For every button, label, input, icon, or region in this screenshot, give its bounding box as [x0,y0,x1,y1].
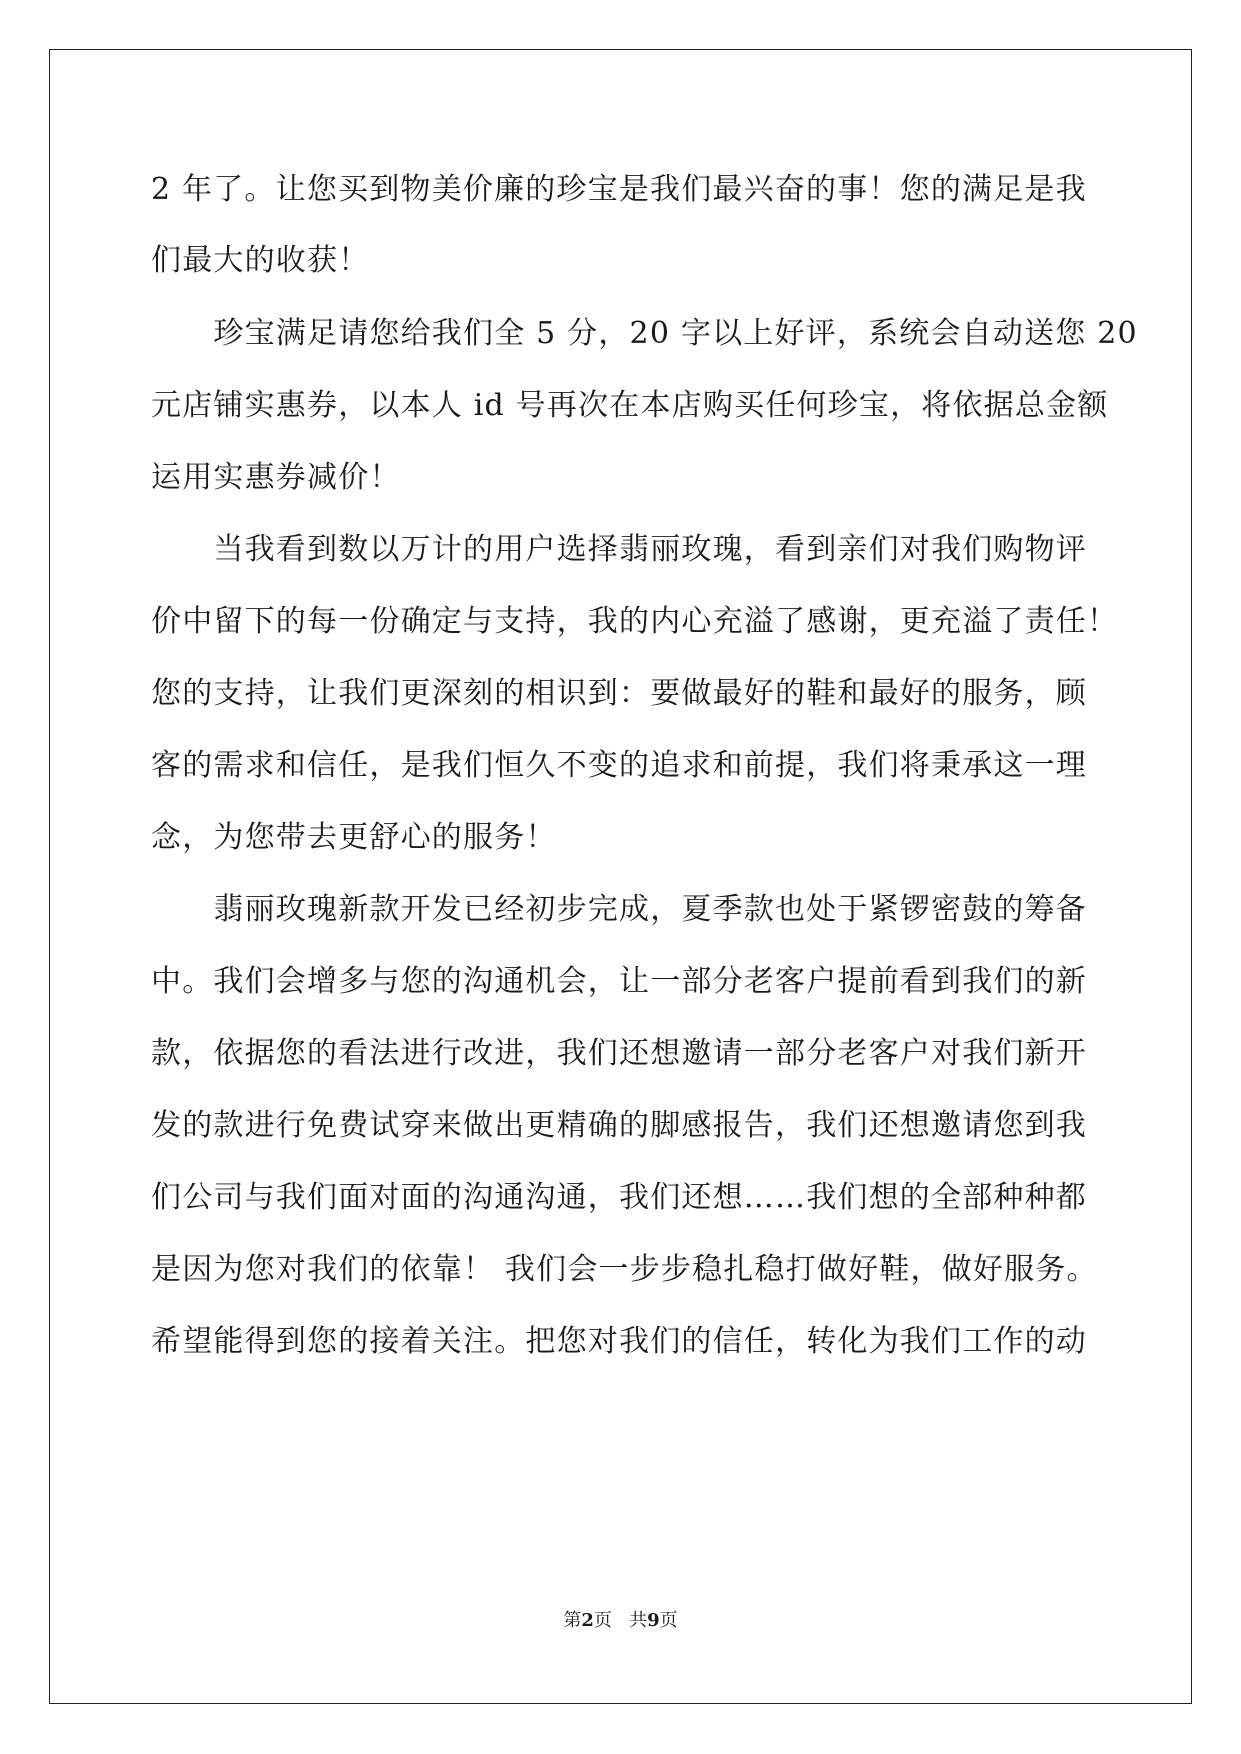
text-line: 客的需求和信任，是我们恒久不变的追求和前提，我们将秉承这一理 [151,748,1087,783]
total-suffix: 页 [659,1610,678,1631]
text-line: 您的支持，让我们更深刻的相识到：要做最好的鞋和最好的服务，顾 [151,676,1087,711]
page-suffix: 页 [593,1610,612,1631]
text-line: 2 年了。让您买到物美价廉的珍宝是我们最兴奋的事！您的满足是我 [151,172,1087,207]
page-border [49,49,1192,1704]
text-line: 发的款进行免费试穿来做出更精确的脚感报告，我们还想邀请您到我 [151,1108,1087,1143]
text-line: 希望能得到您的接着关注。把您对我们的信任，转化为我们工作的动 [151,1324,1087,1359]
text-line: 念，为您带去更舒心的服务！ [151,820,557,855]
text-line: 们最大的收获！ [151,243,370,278]
text-line: 中。我们会增多与您的沟通机会，让一部分老客户提前看到我们的新 [151,964,1087,999]
text-line: 元店铺实惠券，以本人 id 号再次在本店购买任何珍宝，将依据总金额 [151,388,1109,423]
page-number: 2 [581,1610,594,1631]
text-line: 款，依据您的看法进行改进，我们还想邀请一部分老客户对我们新开 [151,1036,1087,1071]
text-line: 价中留下的每一份确定与支持，我的内心充溢了感谢，更充溢了责任！ [151,604,1119,639]
total-prefix: 共 [629,1610,648,1631]
total-pages: 9 [647,1610,660,1631]
text-line: 们公司与我们面对面的沟通沟通，我们还想……我们想的全部种种都 [151,1180,1087,1215]
text-line: 翡丽玫瑰新款开发已经初步完成，夏季款也处于紧锣密鼓的筹备 [151,892,1087,927]
text-line: 是因为您对我们的依靠！ 我们会一步步稳扎稳打做好鞋，做好服务。 [151,1252,1098,1287]
text-line: 运用实惠券减价！ [151,460,401,495]
page-footer [0,1610,1241,1632]
page-prefix: 第 [563,1610,582,1631]
text-line: 珍宝满足请您给我们全 5 分，20 字以上好评，系统会自动送您 20 [151,316,1138,351]
text-line: 当我看到数以万计的用户选择翡丽玫瑰，看到亲们对我们购物评 [151,532,1087,567]
